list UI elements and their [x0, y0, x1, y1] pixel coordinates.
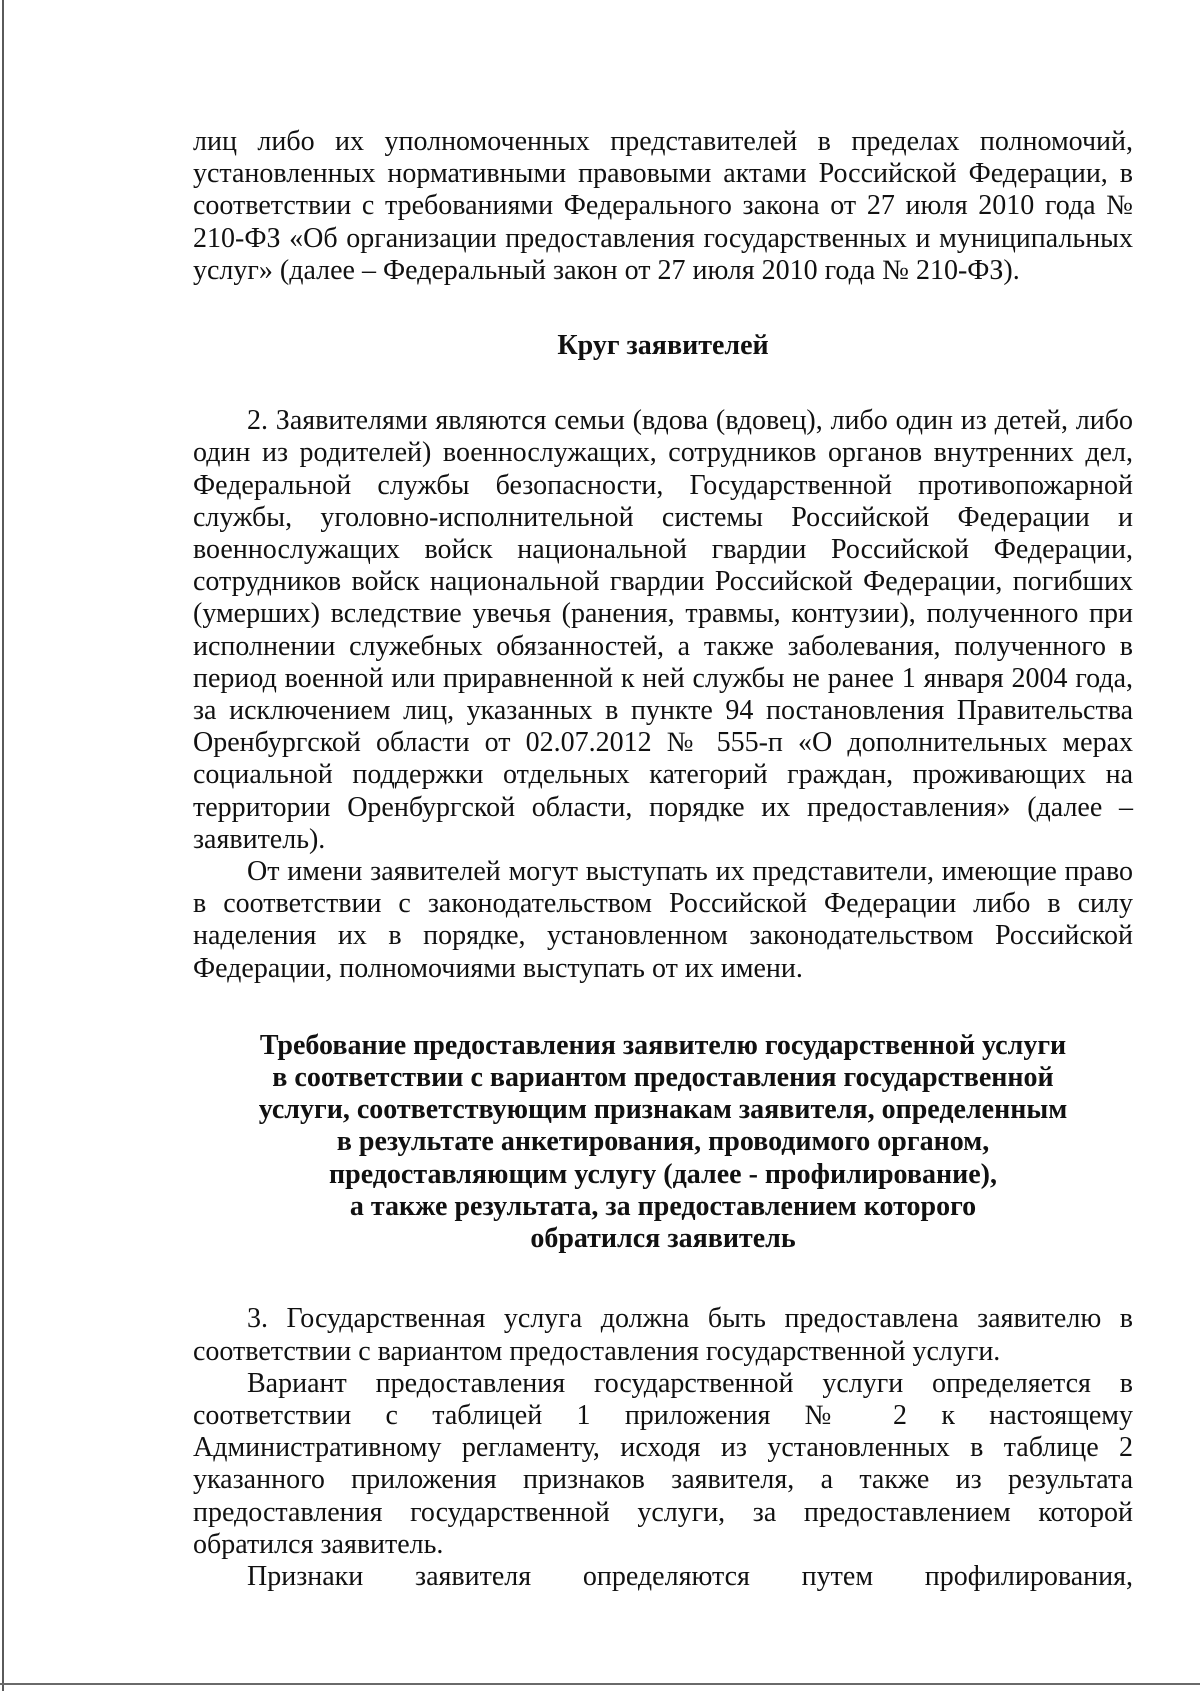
paragraph-representatives: От имени заявителей могут выступать их представители, имеющие право в соответствии с законодательством Российской Федерации либо в силу наделения их в порядке, установленном законодательством Российской Федерации, полномочиями выступать от их имени. [193, 856, 1133, 984]
paragraph-continuation: лиц либо их уполномоченных представителей в пределах полномочий, установленных нормативными правовыми актами Российской Федерации, в соответствии с требованиями Федерального закона от 27 июля 2010 года № 210-ФЗ «Об организации предоставления государственных и муниципальных услуг» (далее – Федеральный закон от 27 июля 2010 года № 210-ФЗ). [193, 126, 1133, 286]
heading-line: в соответствии с вариантом предоставления государственной [272, 1062, 1054, 1094]
heading-line: услуги, соответствующим признакам заявителя, определенным [258, 1094, 1068, 1126]
paragraph-applicants: 2. Заявителями являются семьи (вдова (вдовец), либо один из детей, либо один из родителей) военнослужащих, сотрудников органов внутренних дел, Федеральной службы безопасности, Государственной противопожарной службы, уголовно-исполнительной системы Российской Федерации и военнослужащих войск национальной гвардии Российской Федерации, сотрудников войск национальной гвардии Российской Федерации, погибших (умерших) вследствие увечья (ранения, травмы, контузии), полученного при исполнении служебных обязанностей, а также заболевания, полученного в период военной или приравненной к ней службы не ранее 1 января 2004 года, за исключением лиц, указанных в пункте 94 постановления Правительства Оренбургской области от 02.07.2012 № 555-п «О дополнительных мерах социальной поддержки отдельных категорий граждан, проживающих на территории Оренбургской области, порядке их предоставления» (далее – заявитель). [193, 405, 1133, 855]
paragraph-service-variant: 3. Государственная услуга должна быть предоставлена заявителю в соответствии с вариантом предоставления государственной услуги. [193, 1303, 1133, 1367]
paragraph-variant-definition: Вариант предоставления государственной услуги определяется в соответствии с таблицей 1 приложения № 2 к настоящему Административному регламенту, исходя из установленных в таблице 2 указанного приложения признаков заявителя, а также из результата предоставления государственной услуги, за предоставлением которой обратился заявитель. [193, 1367, 1133, 1560]
scan-left-edge [2, 0, 4, 1691]
heading-line: предоставляющим услугу (далее - профилирование), [329, 1158, 997, 1190]
document-body [193, 126, 1133, 1593]
heading-line: обратился заявитель [530, 1223, 796, 1255]
heading-line: в результате анкетирования, проводимого органом, [336, 1126, 990, 1158]
heading-line: Требование предоставления заявителю государственной услуги [259, 1029, 1067, 1061]
scan-bottom-edge [0, 1683, 1200, 1685]
section-heading-applicants: Круг заявителей [557, 330, 769, 362]
heading-line: а также результата, за предоставлением которого [349, 1190, 977, 1222]
paragraph-profiling: Признаки заявителя определяются путем профилирования, [247, 1560, 1133, 1592]
section-heading-requirement [233, 1030, 1093, 1255]
